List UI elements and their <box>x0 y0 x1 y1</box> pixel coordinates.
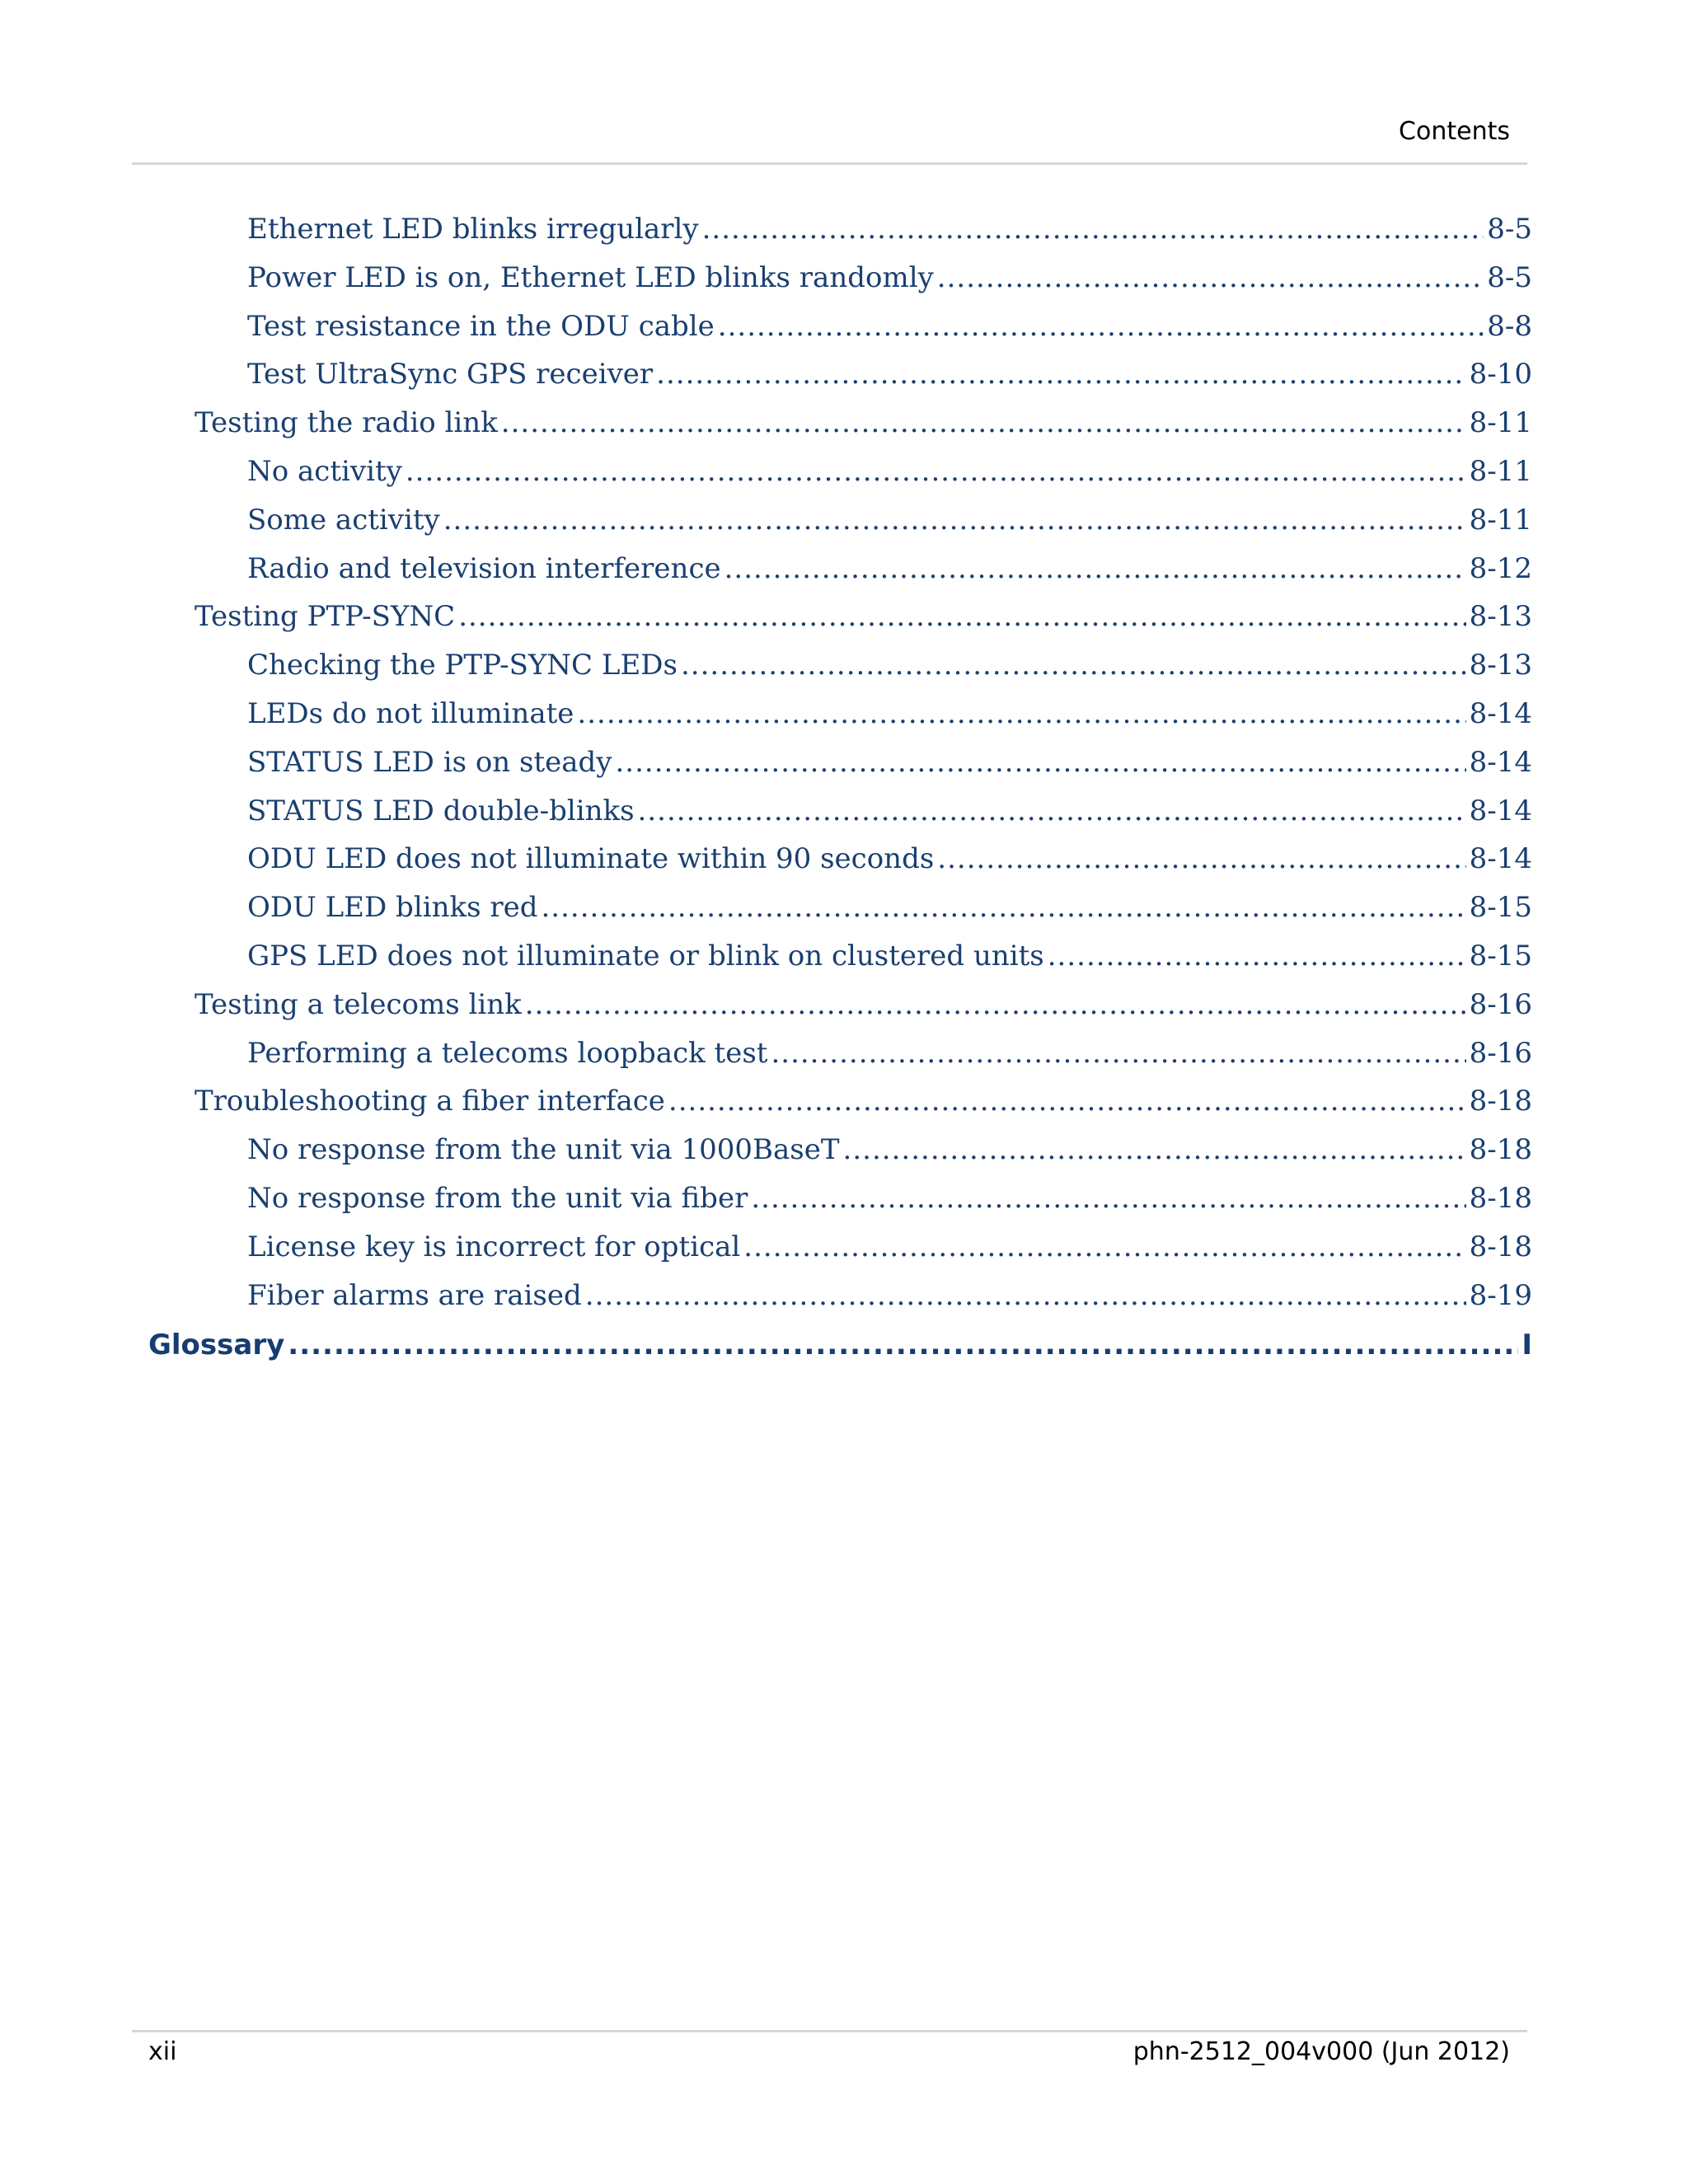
toc-entry-page: 8-18 <box>1469 1230 1532 1263</box>
header-divider <box>132 162 1527 165</box>
toc-subsection-entry[interactable] <box>247 891 1532 940</box>
footer-divider <box>132 2030 1527 2032</box>
toc-entry-page: 8-11 <box>1469 406 1532 440</box>
toc-entry-page: 8-8 <box>1487 309 1532 343</box>
toc-entry-page: I <box>1522 1329 1532 1362</box>
toc-subsection-entry[interactable] <box>247 358 1532 406</box>
toc-entry-page: 8-11 <box>1469 503 1532 537</box>
toc-entry-label: Testing PTP-SYNC <box>195 600 456 634</box>
toc-entry-label: No activity <box>247 455 402 488</box>
toc-entry-page: 8-16 <box>1469 1036 1532 1070</box>
toc-entry-page: 8-19 <box>1469 1278 1532 1312</box>
toc-dot-leader <box>615 746 1465 779</box>
toc-subsection-entry[interactable] <box>247 940 1532 988</box>
toc-entry-label: GPS LED does not illuminate or blink on clustered units <box>247 940 1044 972</box>
toc-dot-leader <box>501 406 1466 439</box>
toc-subsection-entry[interactable] <box>247 1133 1532 1182</box>
toc-subsection-entry[interactable] <box>247 842 1532 891</box>
toc-dot-leader <box>668 1085 1466 1118</box>
toc-entry-page: 8-18 <box>1469 1182 1532 1215</box>
toc-entry-label: Some activity <box>247 503 440 537</box>
toc-entry-label: ODU LED blinks red <box>247 891 538 925</box>
toc-dot-leader <box>585 1279 1466 1312</box>
toc-subsection-entry[interactable] <box>247 697 1532 746</box>
toc-entry-label: Testing a telecoms link <box>195 987 522 1021</box>
toc-entry-page: 8-5 <box>1487 260 1532 294</box>
toc-dot-leader <box>541 891 1465 924</box>
toc-dot-leader <box>288 1329 1518 1361</box>
toc-section-entry[interactable] <box>195 600 1532 649</box>
toc-dot-leader <box>406 455 1466 488</box>
toc-entry-page: 8-14 <box>1469 842 1532 876</box>
toc-entry-label: STATUS LED double-blinks <box>247 794 635 827</box>
toc-entry-label: STATUS LED is on steady <box>247 745 612 779</box>
toc-dot-leader <box>638 794 1466 827</box>
toc-entry-page: 8-13 <box>1469 649 1532 682</box>
toc-section-entry[interactable] <box>195 1085 1532 1133</box>
toc-entry-label: Glossary <box>148 1329 285 1362</box>
toc-entry-label: Fiber alarms are raised <box>247 1278 582 1312</box>
toc-entry-page: 8-18 <box>1469 1133 1532 1167</box>
toc-dot-leader <box>724 552 1466 585</box>
toc-entry-label: Test resistance in the ODU cable <box>247 309 715 343</box>
toc-entry-page: 8-10 <box>1469 358 1532 391</box>
toc-entry-label: No response from the unit via 1000BaseT <box>247 1133 840 1167</box>
toc-subsection-entry[interactable] <box>247 552 1532 601</box>
toc-subsection-entry[interactable] <box>247 1279 1532 1328</box>
toc-dot-leader <box>771 1037 1465 1070</box>
toc-entry-label: ODU LED does not illuminate within 90 seconds <box>247 842 935 876</box>
toc-subsection-entry[interactable] <box>247 794 1532 843</box>
toc-entry-label: Radio and television interference <box>247 551 721 585</box>
toc-entry-label: Testing the radio link <box>195 406 498 440</box>
toc-dot-leader <box>702 213 1484 246</box>
toc-dot-leader <box>751 1182 1465 1215</box>
toc-dot-leader <box>937 842 1465 875</box>
toc-entry-label: LEDs do not illuminate <box>247 697 574 730</box>
toc-dot-leader <box>1048 940 1466 972</box>
toc-subsection-entry[interactable] <box>247 261 1532 310</box>
toc-entry-page: 8-14 <box>1469 794 1532 827</box>
toc-entry-page: 8-14 <box>1469 745 1532 779</box>
toc-entry-page: 8-18 <box>1469 1085 1532 1118</box>
toc-dot-leader <box>525 988 1466 1021</box>
toc-entry-page: 8-5 <box>1487 213 1532 246</box>
toc-subsection-entry[interactable] <box>247 310 1532 359</box>
toc-dot-leader <box>718 310 1484 343</box>
toc-subsection-entry[interactable] <box>247 455 1532 504</box>
toc-entry-label: Ethernet LED blinks irregularly <box>247 213 699 246</box>
toc-subsection-entry[interactable] <box>247 1037 1532 1085</box>
footer-document-id: phn-2512_004v000 (Jun 2012) <box>1132 2037 1510 2066</box>
toc-dot-leader <box>458 600 1465 633</box>
toc-dot-leader <box>937 261 1484 294</box>
toc-subsection-entry[interactable] <box>247 1230 1532 1279</box>
toc-entry-label: Power LED is on, Ethernet LED blinks randomly <box>247 260 934 294</box>
toc-entry-label: Performing a telecoms loopback test <box>247 1036 768 1070</box>
toc-entry-page: 8-16 <box>1469 987 1532 1021</box>
toc-dot-leader <box>656 358 1465 391</box>
toc-entry-page: 8-14 <box>1469 697 1532 730</box>
toc-subsection-entry[interactable] <box>247 1182 1532 1230</box>
toc-dot-leader <box>443 504 1466 537</box>
toc-entry-page: 8-15 <box>1469 940 1532 972</box>
toc-entry-label: Checking the PTP-SYNC LEDs <box>247 649 678 682</box>
toc-entry-label: License key is incorrect for optical <box>247 1230 741 1263</box>
toc-dot-leader <box>843 1133 1466 1166</box>
toc-entry-label: Test UltraSync GPS receiver <box>247 358 654 391</box>
toc-section-entry[interactable] <box>195 988 1532 1037</box>
toc-dot-leader <box>577 697 1465 730</box>
toc-subsection-entry[interactable] <box>247 504 1532 552</box>
toc-chapter-entry[interactable] <box>148 1329 1532 1377</box>
toc-section-entry[interactable] <box>195 406 1532 455</box>
toc-entry-page: 8-13 <box>1469 600 1532 634</box>
toc-entry-page: 8-12 <box>1469 551 1532 585</box>
toc-dot-leader <box>681 649 1466 682</box>
toc-entry-label: No response from the unit via fiber <box>247 1182 748 1215</box>
page-header-title: Contents <box>1399 117 1510 146</box>
toc-dot-leader <box>743 1230 1465 1263</box>
toc-subsection-entry[interactable] <box>247 746 1532 794</box>
toc-entry-label: Troubleshooting a fiber interface <box>195 1085 665 1118</box>
toc-entry-page: 8-15 <box>1469 891 1532 925</box>
toc-subsection-entry[interactable] <box>247 213 1532 261</box>
footer-page-number: xii <box>148 2037 177 2066</box>
toc-subsection-entry[interactable] <box>247 649 1532 697</box>
toc-entry-page: 8-11 <box>1469 455 1532 488</box>
